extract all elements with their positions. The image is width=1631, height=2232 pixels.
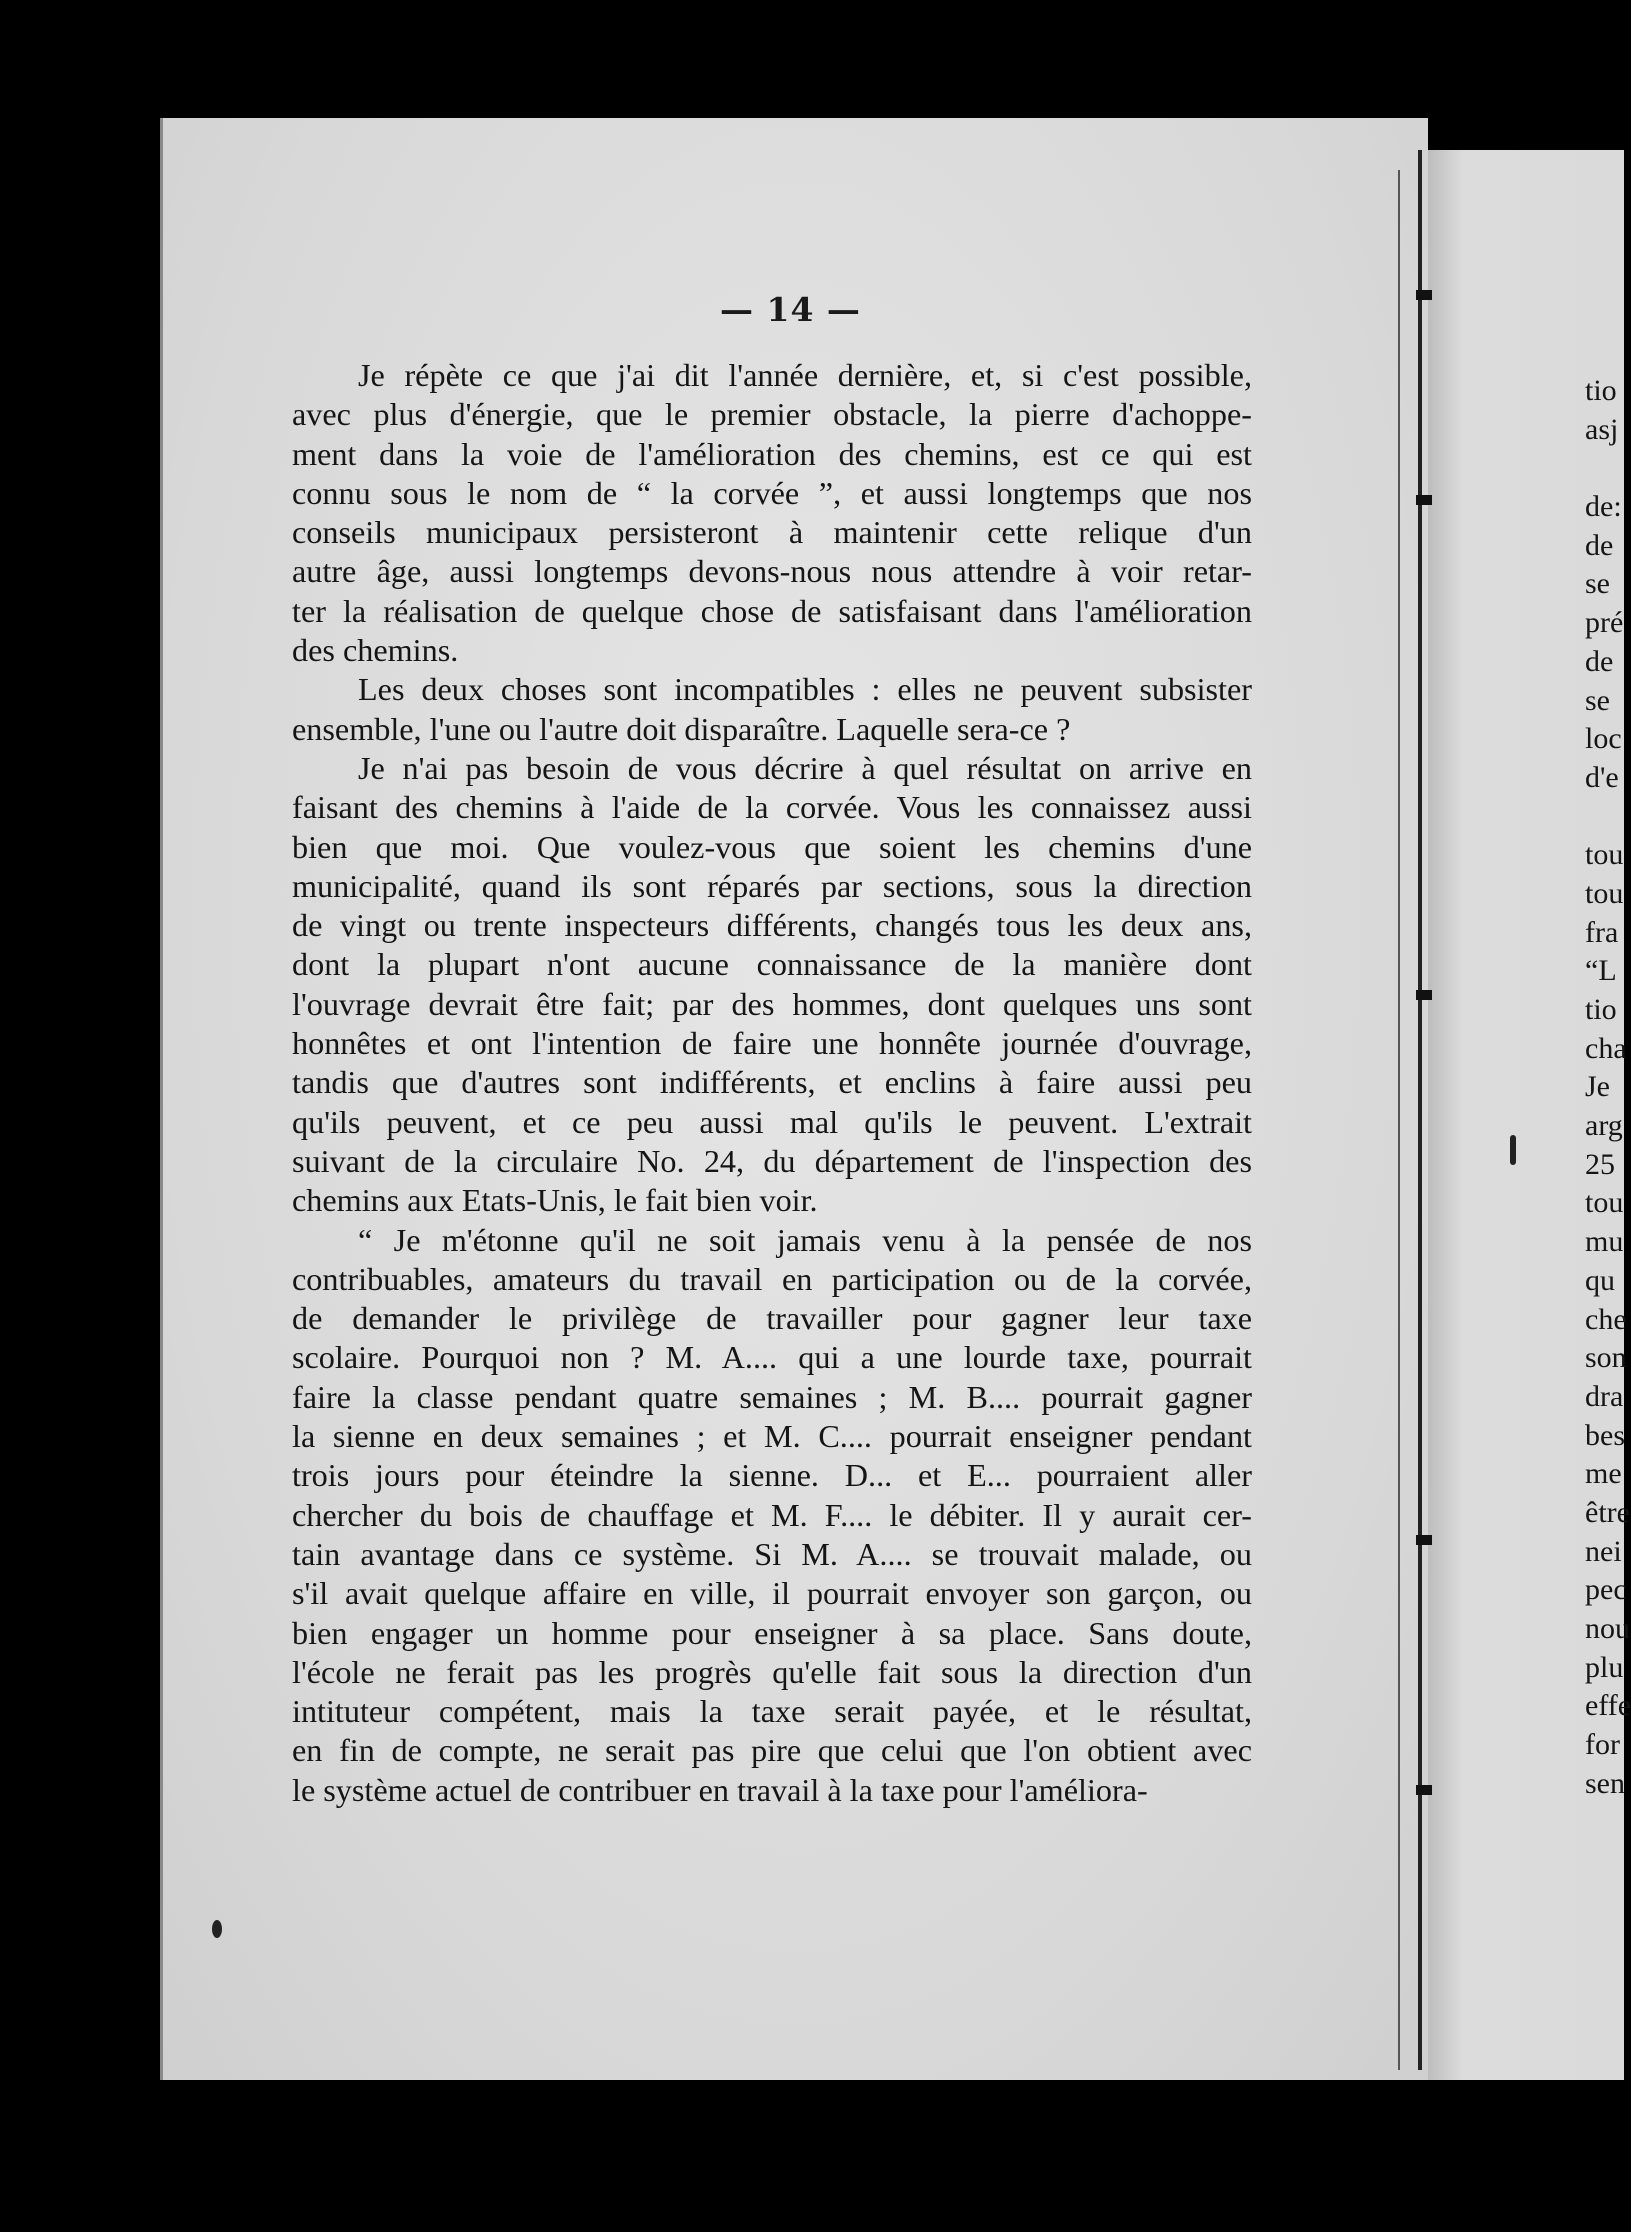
text-line: dont la plupart n'ont aucune connaissance de la manière dont [292, 946, 1252, 983]
text-line: de demander le privilège de travailler pour gagner leur taxe [292, 1300, 1252, 1337]
page-gutter-shadow [1398, 170, 1400, 2070]
facing-page-fragment: cha [1585, 1031, 1627, 1065]
ink-speck [1510, 1135, 1516, 1165]
binding-mark [1416, 1535, 1432, 1545]
text-line: de vingt ou trente inspecteurs différents, changés tous les deux ans, [292, 907, 1252, 944]
binding-mark [1416, 290, 1432, 300]
text-line: l'ouvrage devrait être fait; par des hommes, dont quelques uns sont [292, 985, 1252, 1022]
text-line: tain avantage dans ce système. Si M. A.... se trouvait malade, ou [292, 1535, 1252, 1572]
page-number: — 14 — [720, 290, 861, 329]
facing-page-fragment: for [1585, 1728, 1620, 1762]
facing-page-fragment: tio [1585, 374, 1617, 407]
facing-page-fragment: asj [1585, 412, 1619, 446]
facing-page-fragment: dra [1585, 1379, 1624, 1413]
text-line: intituteur compétent, mais la taxe serait payée, et le résultat, [292, 1693, 1252, 1730]
facing-page-fragment: fra [1585, 915, 1619, 949]
text-line: Je n'ai pas besoin de vous décrire à quel résultat on arrive en [358, 749, 1252, 786]
facing-page-fragment: plu [1585, 1650, 1624, 1684]
binding-mark [1416, 1785, 1432, 1795]
facing-page-fragment [1585, 798, 1625, 837]
text-line: faisant des chemins à l'aide de la corvée. Vous les connaissez aussi [292, 789, 1252, 826]
facing-page-fragment: Je [1585, 1070, 1610, 1104]
facing-page-fragment: nou [1585, 1612, 1630, 1645]
text-line: conseils municipaux persisteront à maintenir cette relique d'un [292, 514, 1252, 551]
facing-page-fragment [1585, 449, 1625, 488]
text-line: ensemble, l'une ou l'autre doit disparaître. Laquelle sera-ce ? [292, 710, 1071, 747]
facing-page-fragment: 25 [1585, 1147, 1615, 1181]
text-line: des chemins. [292, 632, 459, 669]
binding-mark [1416, 990, 1432, 1000]
page-gutter-line [1418, 150, 1422, 2070]
text-line: chercher du bois de chauffage et M. F.... le débiter. Il y aurait cer- [292, 1496, 1252, 1533]
facing-page-fragment: tou [1585, 838, 1624, 872]
facing-page-fragment: che [1585, 1302, 1627, 1336]
ink-speck [212, 1920, 222, 1938]
text-line: qu'ils peuvent, et ce peu aussi mal qu'ils le peuvent. L'extrait [292, 1103, 1252, 1140]
facing-page-fragment: arg [1585, 1109, 1623, 1143]
facing-page-text-fragments [1585, 372, 1631, 1803]
facing-page-fragment: nei [1585, 1534, 1622, 1568]
page-body-text [292, 356, 1252, 1810]
text-line: l'école ne ferait pas les progrès qu'elle fait sous la direction d'un [292, 1653, 1252, 1690]
facing-page-fragment: de [1585, 528, 1614, 562]
facing-page-fragment: me [1585, 1457, 1622, 1491]
text-line: scolaire. Pourquoi non ? M. A.... qui a une lourde taxe, pourrait [292, 1339, 1252, 1376]
text-line: Je répète ce que j'ai dit l'année dernière, et, si c'est possible, [358, 357, 1252, 393]
facing-page-fragment: pré [1585, 606, 1624, 640]
facing-page-fragment: tio [1585, 993, 1617, 1026]
text-line: trois jours pour éteindre la sienne. D... et E... pourraient aller [292, 1457, 1252, 1494]
facing-page-fragment: bes [1585, 1418, 1625, 1452]
text-line: ment dans la voie de l'amélioration des chemins, est ce qui est [292, 435, 1252, 472]
facing-page-fragment: son [1585, 1341, 1627, 1375]
facing-page-fragment: mu [1585, 1225, 1624, 1259]
facing-page-fragment: être [1585, 1495, 1630, 1529]
text-line: faire la classe pendant quatre semaines ; M. B.... pourrait gagner [292, 1378, 1252, 1415]
text-line: honnêtes et ont l'intention de faire une honnête journée d'ouvrage, [292, 1025, 1252, 1062]
facing-page-fragment: “L [1585, 954, 1617, 988]
facing-page-fragment: qu [1585, 1263, 1615, 1297]
facing-page-fragment: effe [1585, 1689, 1631, 1723]
text-line: suivant de la circulaire No. 24, du département de l'inspection des [292, 1142, 1252, 1179]
paragraph [292, 356, 1252, 670]
paragraph [292, 749, 1252, 1221]
text-line: bien que moi. Que voulez-vous que soient les chemins d'une [292, 828, 1252, 865]
facing-page-fragment: se [1585, 567, 1610, 601]
facing-page-fragment: loc [1585, 722, 1622, 756]
facing-page-fragment: pec [1585, 1573, 1627, 1607]
facing-page-fragment: de: [1585, 490, 1622, 524]
text-line: connu sous le nom de “ la corvée ”, et aussi longtemps que nos [292, 474, 1252, 511]
paragraph [292, 1221, 1252, 1810]
text-line: chemins aux Etats-Unis, le fait bien voir. [292, 1182, 818, 1219]
text-line: municipalité, quand ils sont réparés par sections, sous la direction [292, 867, 1252, 904]
facing-page-fragment: de [1585, 644, 1614, 678]
text-line: le système actuel de contribuer en travail à la taxe pour l'améliora- [292, 1771, 1148, 1808]
paragraph [292, 670, 1252, 749]
text-line: contribuables, amateurs du travail en participation ou de la corvée, [292, 1260, 1252, 1297]
facing-page-fragment: se [1585, 683, 1610, 717]
text-line: bien engager un homme pour enseigner à sa place. Sans doute, [292, 1614, 1252, 1651]
text-line: “ Je m'étonne qu'il ne soit jamais venu à la pensée de nos [358, 1221, 1252, 1258]
text-line: la sienne en deux semaines ; et M. C.... pourrait enseigner pendant [292, 1418, 1252, 1455]
text-line: tandis que d'autres sont indifférents, et enclins à faire aussi peu [292, 1064, 1252, 1101]
text-line: avec plus d'énergie, que le premier obstacle, la pierre d'achoppe- [292, 396, 1252, 433]
facing-page-fragment: sen [1585, 1766, 1625, 1800]
facing-page-fragment: tou [1585, 876, 1624, 910]
text-line: en fin de compte, ne serait pas pire que celui que l'on obtient avec [292, 1732, 1252, 1769]
text-line: s'il avait quelque affaire en ville, il pourrait envoyer son garçon, ou [292, 1575, 1252, 1612]
facing-page-fragment: d'e [1585, 760, 1619, 794]
text-line: Les deux choses sont incompatibles : elles ne peuvent subsister [358, 671, 1252, 708]
binding-mark [1416, 495, 1432, 505]
text-line: autre âge, aussi longtemps devons-nous nous attendre à voir retar- [292, 553, 1252, 590]
facing-page-fragment: tou [1585, 1186, 1624, 1220]
text-line: ter la réalisation de quelque chose de satisfaisant dans l'amélioration [292, 592, 1252, 629]
